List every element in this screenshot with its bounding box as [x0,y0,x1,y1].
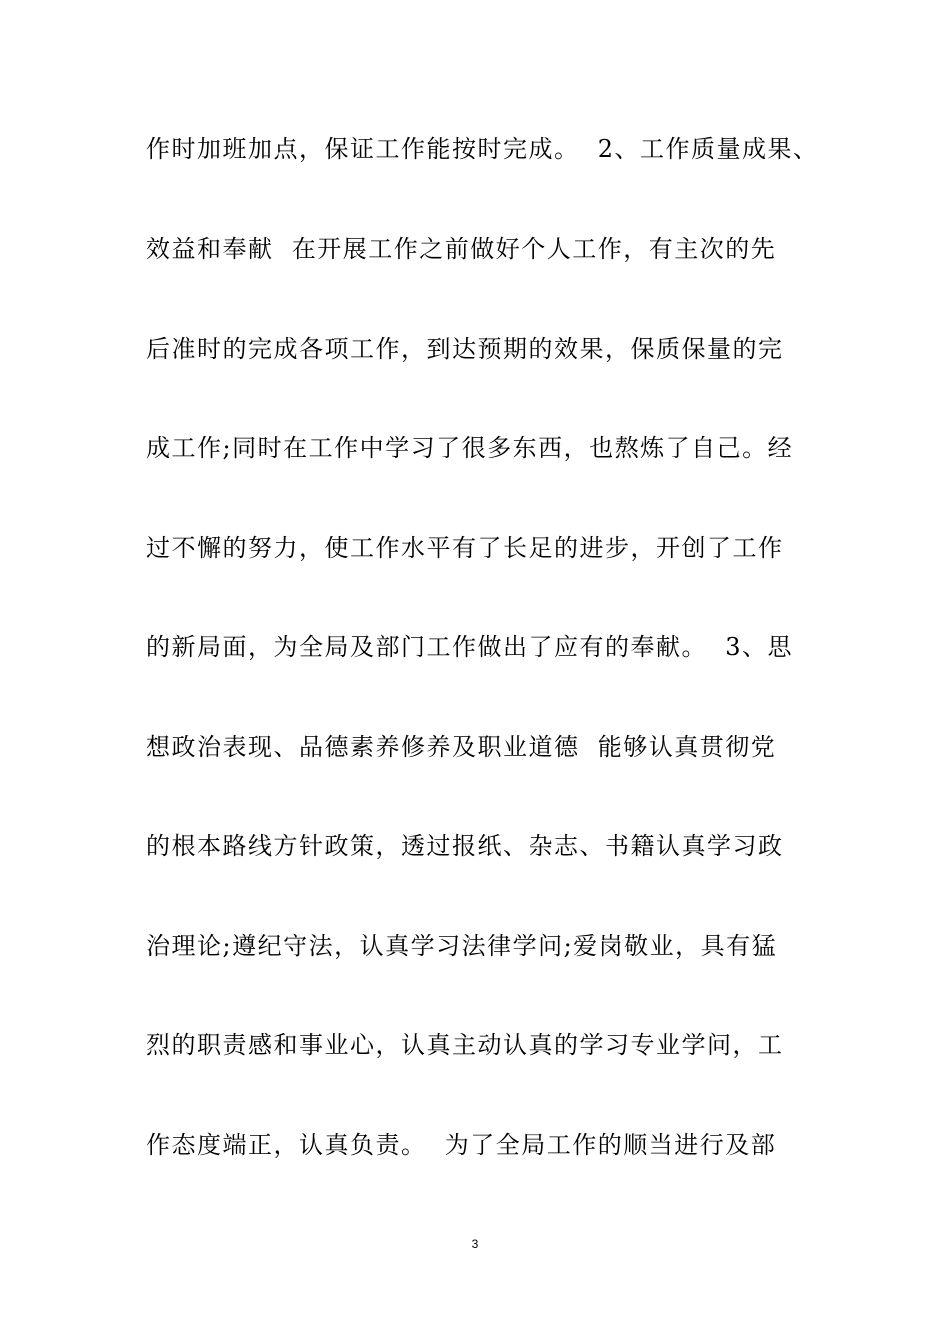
text-line: 过不懈的努力，使工作水平有了长足的进步，开创了工作 [146,534,784,562]
text-line: 治理论;遵纪守法，认真学习法律学问;爱岗敬业，具有猛 [146,932,778,960]
text-line: 作时加班加点，保证工作能按时完成。 2、工作质量成果、 [146,135,819,163]
text-line: 烈的职责感和事业心，认真主动认真的学习专业学问，工 [146,1031,784,1059]
text-line: 成工作;同时在工作中学习了很多东西，也熬炼了自己。经 [146,434,794,462]
page-number: 3 [471,1237,479,1251]
text-line: 的根本路线方针政策，透过报纸、杂志、书籍认真学习政 [146,832,784,860]
text-line: 效益和奉献 在开展工作之前做好个人工作，有主次的先 [146,235,777,263]
text-line: 想政治表现、品德素养修养及职业道德 能够认真贯彻党 [146,733,777,761]
text-line: 后准时的完成各项工作，到达预期的效果，保质保量的完 [146,335,784,363]
text-line: 作态度端正，认真负责。 为了全局工作的顺当进行及部 [146,1131,777,1159]
text-line: 的新局面，为全局及部门工作做出了应有的奉献。 3、思 [146,633,794,661]
